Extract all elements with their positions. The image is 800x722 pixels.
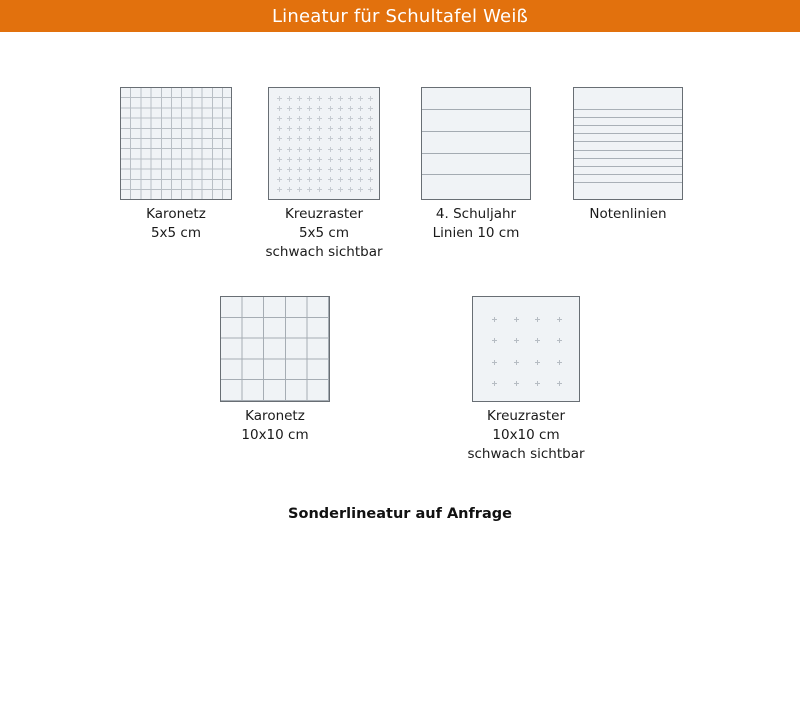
cross-mark [277,126,282,131]
cross-mark [297,106,302,111]
cross-mark [338,96,343,101]
cross-mark [328,157,333,162]
cross-mark [358,157,363,162]
cross-mark [358,126,363,131]
cross-mark [338,106,343,111]
cross-mark [287,126,292,131]
caption-line: 5x5 cm [298,225,350,241]
cross-mark [358,147,363,152]
cross-grid-5x5-swatch [268,87,380,200]
cross-mark [307,126,312,131]
cross-mark [317,106,322,111]
cross-mark [317,177,322,182]
cross-mark [328,167,333,172]
cross-mark [348,187,353,192]
cross-mark [492,360,497,365]
cross-mark [307,96,312,101]
cross-mark [492,338,497,343]
cross-mark [368,126,373,131]
caption-line: 10x10 cm [492,427,560,443]
cross-mark [514,360,519,365]
cross-mark [287,136,292,141]
cross-mark [307,187,312,192]
cross-mark [328,187,333,192]
cross-mark [338,116,343,121]
cross-mark [338,126,343,131]
cross-mark [307,167,312,172]
cross-mark [368,116,373,121]
caption-line: schwach sichtbar [265,244,383,260]
cross-mark [338,177,343,182]
cross-mark [368,96,373,101]
cross-mark [287,157,292,162]
cross-mark [338,136,343,141]
cross-mark [307,177,312,182]
caption-line: 10x10 cm [241,427,309,443]
cross-mark [348,157,353,162]
cross-mark [338,147,343,152]
cross-mark [348,116,353,121]
figure-karonetz-10x10 [185,296,365,445]
cross-mark [277,167,282,172]
cross-mark [277,96,282,101]
cross-mark [338,167,343,172]
cross-mark [557,360,562,365]
cross-mark [358,167,363,172]
music-staves-swatch [573,87,683,200]
cross-mark [307,147,312,152]
cross-mark [348,147,353,152]
cross-mark [348,96,353,101]
cross-mark [277,147,282,152]
figure-caption [185,407,365,445]
figure-caption [538,205,718,224]
special-ruling-note: Sonderlineatur auf Anfrage [288,506,512,522]
cross-mark [307,116,312,121]
caption-line: 4. Schuljahr [435,206,517,222]
caption-line: Kreuzraster [486,408,566,424]
cross-mark [287,167,292,172]
cross-mark [328,177,333,182]
cross-mark [287,177,292,182]
cross-mark [297,147,302,152]
cross-mark [328,106,333,111]
cross-mark [368,136,373,141]
grid-5x5-swatch [120,87,232,200]
cross-mark [368,147,373,152]
cross-mark [348,167,353,172]
cross-mark [358,187,363,192]
cross-mark [328,116,333,121]
cross-mark [297,136,302,141]
cross-mark [287,147,292,152]
cross-mark [348,106,353,111]
caption-line: Karonetz [146,206,206,222]
cross-mark [368,106,373,111]
page-title: Lineatur für Schultafel Weiß [271,5,529,27]
cross-mark [368,187,373,192]
grid-10x10-swatch [220,296,330,402]
cross-mark [557,317,562,322]
cross-mark [328,147,333,152]
cross-mark [338,187,343,192]
cross-mark [348,177,353,182]
cross-mark [287,96,292,101]
cross-grid-10x10-swatch [472,296,580,402]
cross-mark [287,187,292,192]
cross-mark [287,106,292,111]
cross-mark [297,187,302,192]
cross-mark [358,106,363,111]
cross-mark [535,317,540,322]
cross-mark [328,96,333,101]
figure-notenlinien [538,87,718,224]
cross-mark [358,136,363,141]
caption-line: Karonetz [245,408,305,424]
caption-line: 5x5 cm [150,225,202,241]
cross-mark [297,96,302,101]
cross-mark [317,116,322,121]
cross-mark [277,187,282,192]
cross-mark [277,177,282,182]
figure-caption [436,407,616,464]
cross-mark [317,147,322,152]
cross-mark [557,338,562,343]
cross-mark [317,96,322,101]
cross-mark [307,136,312,141]
cross-mark [514,317,519,322]
header-bar [0,0,800,32]
cross-mark [307,157,312,162]
cross-mark [297,157,302,162]
caption-line: schwach sichtbar [467,446,585,462]
cross-mark [277,136,282,141]
cross-mark [368,177,373,182]
caption-line: Linien 10 cm [432,225,520,241]
cross-mark [287,116,292,121]
cross-mark [514,338,519,343]
caption-line: Kreuzraster [284,206,364,222]
cross-mark [277,157,282,162]
cross-mark [535,360,540,365]
cross-mark [317,126,322,131]
cross-mark [358,116,363,121]
cross-mark [358,177,363,182]
cross-mark [297,116,302,121]
cross-mark [492,317,497,322]
ruled-lines-swatch [421,87,531,200]
cross-mark [338,157,343,162]
cross-mark [297,177,302,182]
cross-mark [348,136,353,141]
cross-mark [535,338,540,343]
cross-mark [514,381,519,386]
cross-mark [492,381,497,386]
cross-mark [317,136,322,141]
cross-mark [348,126,353,131]
cross-mark [317,157,322,162]
cross-mark [317,187,322,192]
figure-kreuzraster-10x10 [436,296,616,464]
cross-mark [358,96,363,101]
cross-mark [368,167,373,172]
cross-mark [328,126,333,131]
cross-mark [307,106,312,111]
cross-mark [297,126,302,131]
caption-line: Notenlinien [589,206,667,222]
cross-mark [557,381,562,386]
cross-mark [317,167,322,172]
cross-mark [328,136,333,141]
cross-mark [297,167,302,172]
cross-mark [277,116,282,121]
cross-mark [368,157,373,162]
cross-mark [535,381,540,386]
cross-mark [277,106,282,111]
